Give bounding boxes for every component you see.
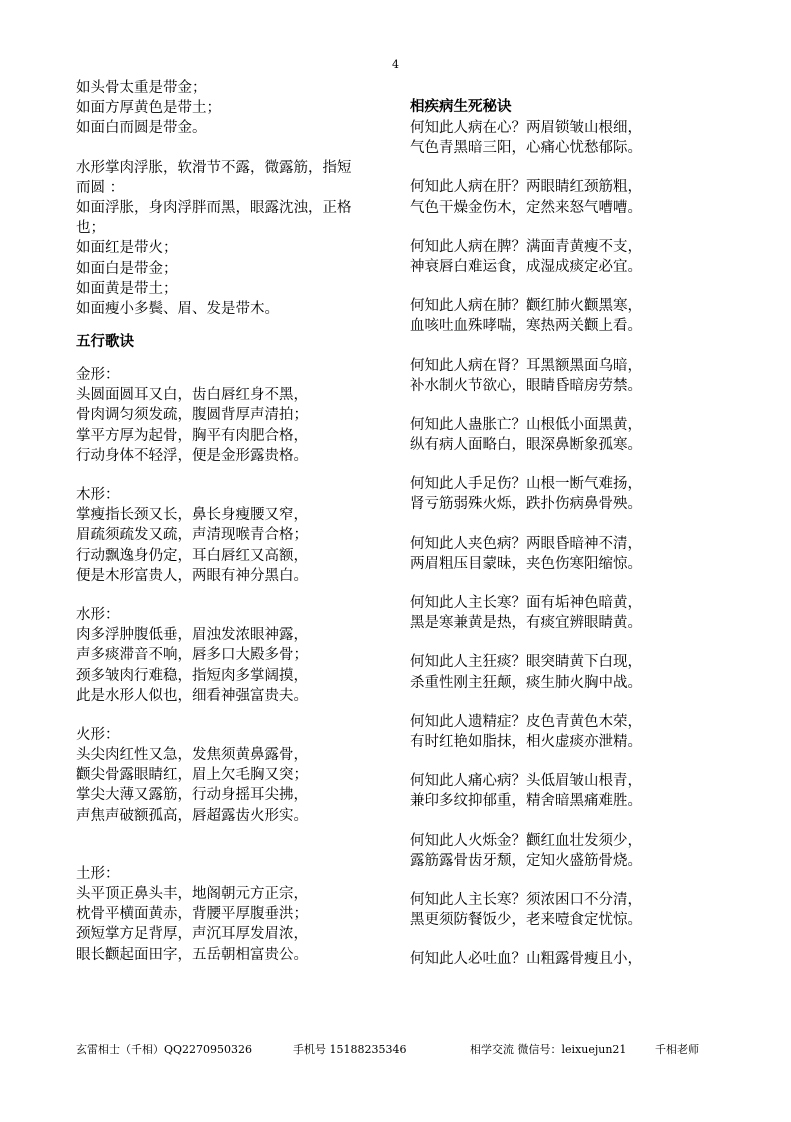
footer-author: 玄雷相士（千相）QQ2270950326	[76, 1043, 253, 1056]
water-line: 如面浮胀，身肉浮胖而黑，眼露沈浊，正格	[76, 199, 352, 216]
stanza-line: 黑更须防餐饭少，老来噎食定忧惊。	[410, 912, 642, 929]
verse-wood	[76, 485, 388, 586]
stanza-line: 何知此人夹色病？两眼昏暗神不清，	[410, 535, 642, 552]
stanza-line: 气色干燥金伤木，定然来怒气嘈嘈。	[410, 199, 642, 216]
stanza-line: 有时红艳如脂抹，相火虚痰亦泄精。	[410, 733, 642, 750]
intro-line: 如头骨太重是带金；	[76, 80, 207, 96]
left-column	[76, 78, 388, 965]
stanza-line: 露筋露骨齿牙颓，定知火盛筋骨烧。	[410, 852, 642, 869]
verse-line: 此是水形人似也，细看神强富贵夫。	[76, 687, 308, 704]
stanza-line: 何知此人痛心病？头低眉皱山根青，	[410, 773, 642, 790]
verse-line: 骨肉调匀须发疏，腹圆背厚声清拍；	[76, 407, 308, 424]
water-line: 如面瘦小多鬓、眉、发是带木。	[76, 300, 279, 317]
water-line: 如面红是带火；	[76, 240, 178, 257]
verse-title: 金形：	[76, 367, 120, 384]
verse-line: 枕骨平横面黄赤，背腰平厚腹垂洪；	[76, 906, 308, 923]
stanza-line: 何知此人主长寒？须浓困口不分清，	[410, 891, 642, 908]
stanza-line: 何知此人病在肺？颧红肺火颧黑寒，	[410, 298, 642, 315]
stanza-line: 何知此人手足伤？山根一断气难扬，	[410, 476, 642, 493]
water-line: 水形掌肉浮胀，软滑节不露，微露筋，指短	[76, 159, 352, 176]
stanza-line: 何知此人病在肝？两眼睛红颈筋粗，	[410, 179, 642, 196]
stanza-line: 兼印多纹抑郁重，精舍暗黑痛难胜。	[410, 793, 642, 810]
stanza-line: 何知此人主狂痰？眼突睛黄下白现，	[410, 654, 642, 671]
verse-water	[76, 605, 388, 706]
verse-title: 水形：	[76, 606, 120, 623]
verse-title: 木形：	[76, 487, 120, 503]
intro-line: 如面方厚黄色是带土；	[76, 100, 221, 117]
stanza-line: 何知此人病在心？两眉锁皱山根细，	[410, 120, 642, 136]
verse-line: 颈多皱肉行难稳，指短肉多掌阔摸，	[76, 667, 308, 684]
stanza-line: 何知此人病在肾？耳黑额黑面乌暗，	[410, 357, 642, 374]
verse-line: 颈短掌方足背厚，声沉耳厚发眉浓，	[76, 926, 308, 943]
stanza-line: 杀重性刚主狂颠，痰生肺火胸中战。	[410, 674, 642, 691]
stanza-line: 肾亏筋弱殊火烁，跌扑伤病鼻骨殃。	[410, 496, 642, 513]
verse-line: 肉多浮肿腹低垂，眉浊发浓眼神露，	[76, 627, 308, 644]
page-number: 4	[392, 58, 399, 71]
stanza-line: 何知此人病在脾？满面青黄瘦不支，	[410, 238, 642, 255]
verse-line: 掌平方厚为起骨，胸平有肉肥合格，	[76, 427, 308, 444]
verse-line: 行动身体不轻浮，便是金形露贵格。	[76, 447, 308, 464]
water-line: 如面黄是带土；	[76, 280, 178, 297]
verse-line: 眼长颧起面田字，五岳朝相富贵公。	[76, 946, 308, 963]
verse-title: 土形：	[76, 865, 120, 882]
verse-earth	[76, 864, 388, 965]
stanza-line: 补水制火节欲心，眼睛昏暗房劳禁。	[410, 377, 642, 394]
verse-line: 行动飘逸身仍定，耳白唇红又高额，	[76, 547, 308, 564]
stanza-line: 血咳吐血殊哮喘，寒热两关颧上看。	[410, 318, 642, 335]
stanza-line: 气色青黑暗三阳，心痛心忧愁郁际。	[410, 140, 642, 157]
verse-line: 颧尖骨露眼睛红，眉上欠毛胸又突；	[76, 767, 308, 784]
verse-line: 头尖肉红性又急，发焦须黄鼻露骨，	[76, 747, 308, 764]
water-line: 也；	[76, 220, 105, 237]
intro-line: 如面白而圆是带金。	[76, 120, 207, 137]
section-title-wuxing: 五行歌诀	[76, 334, 134, 351]
verse-line: 声焦声破额孤高，唇超露齿火形实。	[76, 807, 308, 824]
verse-metal	[76, 365, 388, 466]
stanza-line: 何知此人火烁金？颧红血壮发须少，	[410, 832, 642, 849]
verse-line: 便是木形富贵人，两眼有神分黑白。	[76, 567, 308, 584]
verse-line: 眉疏须疏发又疏，声清现喉青合格；	[76, 527, 308, 544]
water-line: 而圆 ：	[76, 179, 125, 196]
verse-line: 掌尖大薄又露筋，行动身摇耳尖拂，	[76, 787, 308, 804]
stanza-line: 何知此人必吐血？山粗露骨瘦且小，	[410, 951, 642, 968]
stanza-line: 纵有病人面略白，眼深鼻断象孤寒。	[410, 437, 642, 454]
right-column	[410, 96, 710, 969]
footer-teacher: 千相老师	[655, 1043, 699, 1056]
verse-line: 声多痰滞音不响，唇多口大殿多骨；	[76, 647, 308, 664]
stanza-line: 何知此人主长寒？面有垢神色暗黄，	[410, 595, 642, 611]
stanza-line: 两眉粗压目蒙昧，夹色伤寒阳缩惊。	[410, 555, 642, 572]
verse-line: 头平顶正鼻头丰，地阁朝元方正宗，	[76, 886, 308, 902]
verse-line: 掌瘦指长颈又长，鼻长身瘦腰又窄，	[76, 507, 308, 524]
verse-line: 头圆面圆耳又白，齿白唇红身不黑，	[76, 387, 308, 404]
stanza-line: 何知此人蛊胀亡？山根低小面黑黄，	[410, 416, 642, 433]
section-title-illness: 相疾病生死秘诀	[410, 99, 512, 115]
stanza-line: 神衰唇白难运食，成湿成痰定必宜。	[410, 258, 642, 275]
verse-title: 火形：	[76, 726, 120, 743]
footer-wechat: 相学交流 微信号：leixuejun21	[470, 1043, 627, 1056]
stanza-line: 黑是寒兼黄是热，有痰宜辨眼睛黄。	[410, 615, 642, 632]
footer-phone: 手机号 15188235346	[293, 1043, 407, 1056]
verse-fire	[76, 725, 388, 826]
water-line: 如面白是带金；	[76, 260, 178, 277]
stanza-line: 何知此人遗精症？皮色青黄色木荣，	[410, 713, 642, 730]
